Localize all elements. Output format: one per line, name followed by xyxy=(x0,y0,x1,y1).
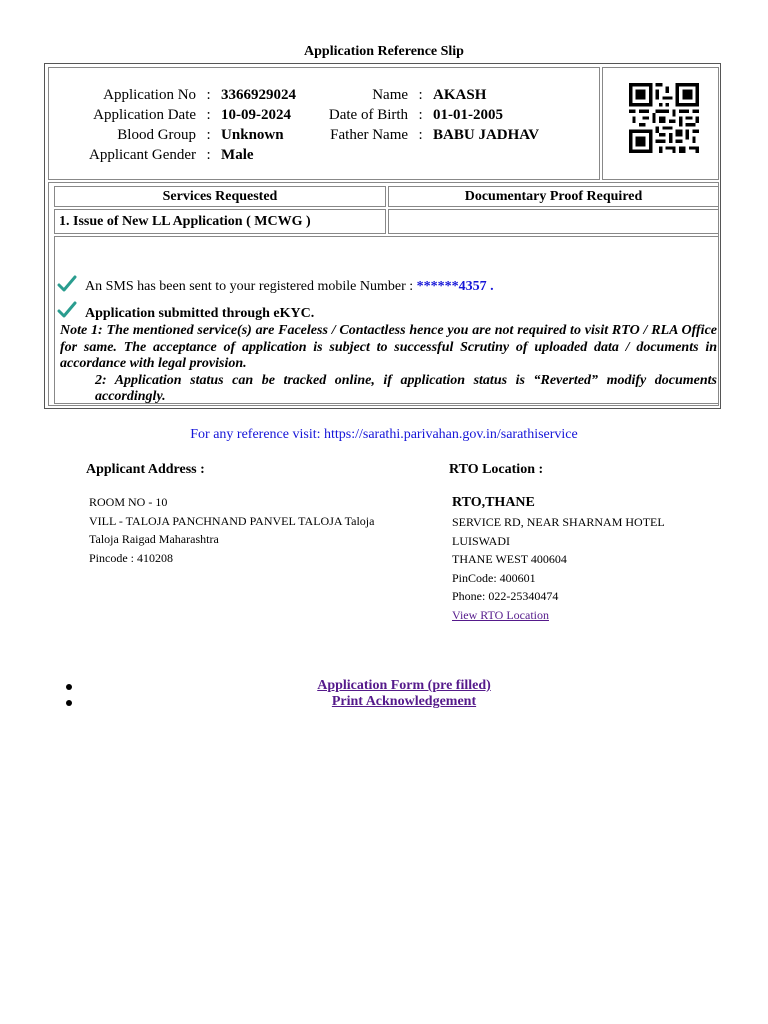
applicant-address-heading: Applicant Address : xyxy=(86,462,205,477)
application-form-link[interactable]: Application Form (pre filled) xyxy=(317,678,491,693)
page-title: Application Reference Slip xyxy=(304,44,464,59)
rto-line: LUISWADI xyxy=(452,533,510,548)
proof-cell xyxy=(388,209,719,234)
list-item xyxy=(0,678,768,694)
documentary-proof-header: Documentary Proof Required xyxy=(388,186,719,207)
gender-value: Male xyxy=(221,147,254,163)
colon: : xyxy=(206,147,211,163)
action-links xyxy=(0,678,768,710)
message-box xyxy=(54,236,719,404)
father-name-value: BABU JADHAV xyxy=(433,127,540,143)
rto-name: RTO,THANE xyxy=(452,495,535,510)
view-rto-location-link[interactable]: View RTO Location xyxy=(452,607,549,622)
applicant-info-table xyxy=(89,85,539,165)
ekyc-message: Application submitted through eKYC. xyxy=(85,306,315,321)
address-line: VILL - TALOJA PANCHNAND PANVEL TALOJA Taloja xyxy=(89,513,375,528)
notes xyxy=(57,323,717,406)
blood-group-value: Unknown xyxy=(221,127,284,143)
rto-line: Phone: 022-25340474 xyxy=(452,589,559,603)
app-date-value: 10-09-2024 xyxy=(221,107,292,123)
address-line: Taloja Raigad Maharashtra xyxy=(89,532,219,546)
mobile-number: ******4357 xyxy=(416,279,487,294)
services-box xyxy=(48,182,719,406)
father-name-label: Father Name xyxy=(330,127,409,143)
app-date-label: Application Date xyxy=(93,107,197,123)
blood-group-label: Blood Group xyxy=(117,127,197,143)
rto-location-heading: RTO Location : xyxy=(449,462,544,477)
app-no-value: 3366929024 xyxy=(221,87,297,103)
name-value: AKASH xyxy=(433,87,487,103)
colon: : xyxy=(418,87,423,103)
dob-label: Date of Birth xyxy=(328,107,409,123)
rto-line: SERVICE RD, NEAR SHARNAM HOTEL xyxy=(452,515,665,529)
checkmark-icon xyxy=(57,301,77,319)
print-acknowledgement-link[interactable]: Print Acknowledgement xyxy=(331,694,477,709)
reference-link[interactable]: For any reference visit: https://sarathi.parivahan.gov.in/sarathiservice xyxy=(190,427,578,442)
colon: : xyxy=(206,87,211,103)
colon: : xyxy=(206,107,211,123)
services-requested-header: Services Requested xyxy=(54,186,386,207)
rto-location xyxy=(452,493,665,624)
sms-text: An SMS has been sent to your registered mobile Number : xyxy=(85,279,414,294)
applicant-address xyxy=(89,493,374,567)
sms-message xyxy=(85,279,494,295)
note-1: Note 1: The mentioned service(s) are Faceless / Contactless hence you are not required to visit RTO / RLA Office for same. The acceptance of application is subject to successful Scrutiny of uploaded data / documents in accordance with legal provision. xyxy=(60,323,717,371)
qr-box xyxy=(602,67,719,180)
qr-code-icon xyxy=(629,83,699,153)
dob-value: 01-01-2005 xyxy=(433,107,504,123)
list-item xyxy=(0,694,768,710)
applicant-info-box xyxy=(48,67,600,180)
gender-label: Applicant Gender xyxy=(89,147,197,163)
note-2: 2: Application status can be tracked online, if application status is “Reverted” modify documents accordingly. xyxy=(95,372,717,404)
address-line: ROOM NO - 10 xyxy=(89,495,168,509)
checkmark-icon xyxy=(57,275,77,293)
service-row: 1. Issue of New LL Application ( MCWG ) xyxy=(54,209,386,234)
rto-line: THANE WEST 400604 xyxy=(452,552,567,566)
slip-container xyxy=(44,63,721,409)
app-no-label: Application No xyxy=(103,87,197,103)
colon: : xyxy=(206,127,211,143)
name-label: Name xyxy=(372,87,409,103)
rto-line: PinCode: 400601 xyxy=(452,570,536,585)
colon: : xyxy=(418,107,423,123)
sms-end: . xyxy=(490,279,494,294)
colon: : xyxy=(418,127,423,143)
address-line: Pincode : 410208 xyxy=(89,550,173,565)
